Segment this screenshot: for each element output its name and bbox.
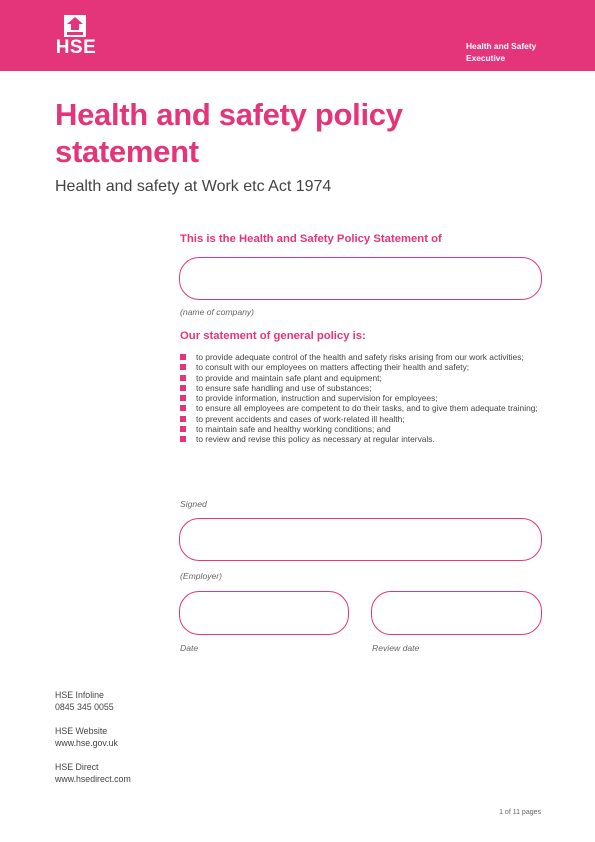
policy-item bbox=[180, 383, 542, 393]
policy-item-text: to ensure safe handling and use of substances; bbox=[196, 382, 372, 393]
contact-value: 0845 345 0055 bbox=[55, 702, 114, 712]
page-indicator: 1 of 11 pages bbox=[499, 809, 541, 816]
contact-label: HSE Infoline bbox=[55, 690, 104, 700]
policy-item bbox=[180, 424, 542, 434]
policy-item-text: to prevent accidents and cases of work-related ill health; bbox=[196, 413, 405, 424]
bullet-square-icon bbox=[180, 375, 186, 381]
bullet-square-icon bbox=[180, 436, 186, 442]
contact-value[interactable]: www.hse.gov.uk bbox=[55, 738, 118, 748]
hse-logo-text: HSE bbox=[55, 37, 97, 58]
contact-website bbox=[55, 725, 118, 749]
policy-item bbox=[180, 373, 542, 383]
header-banner bbox=[0, 0, 595, 71]
contact-direct bbox=[55, 761, 131, 785]
employer-caption: (Employer) bbox=[180, 571, 223, 581]
policy-item bbox=[180, 362, 542, 372]
document-title bbox=[55, 96, 475, 170]
date-caption: Date bbox=[180, 643, 199, 653]
bullet-square-icon bbox=[180, 385, 186, 391]
policy-item-text: to maintain safe and healthy working conditions; and bbox=[196, 424, 391, 435]
bullet-square-icon bbox=[180, 416, 186, 422]
policy-item bbox=[180, 393, 542, 403]
bullet-square-icon bbox=[180, 395, 186, 401]
policy-heading: Our statement of general policy is: bbox=[180, 330, 366, 342]
bullet-square-icon bbox=[180, 405, 186, 411]
policy-item bbox=[180, 434, 542, 444]
bullet-square-icon bbox=[180, 354, 186, 360]
hse-logo-icon bbox=[64, 15, 86, 37]
company-name-field[interactable] bbox=[179, 257, 542, 300]
review-date-field[interactable] bbox=[371, 591, 542, 635]
document-subtitle: Health and safety at Work etc Act 1974 bbox=[55, 178, 332, 195]
executive-line-2: Executive bbox=[466, 53, 506, 63]
hse-logo bbox=[53, 15, 99, 59]
contact-label: HSE Website bbox=[55, 726, 108, 736]
company-heading: This is the Health and Safety Policy Statement of bbox=[180, 233, 442, 245]
executive-line-1: Health and Safety bbox=[466, 41, 537, 51]
bullet-square-icon bbox=[180, 364, 186, 370]
policy-item-text: to provide and maintain safe plant and equipment; bbox=[196, 372, 382, 383]
signed-label: Signed bbox=[180, 499, 207, 509]
policy-item-text: to provide adequate control of the health and safety risks arising from our work activities; bbox=[196, 352, 524, 362]
policy-list bbox=[180, 352, 542, 445]
policy-item bbox=[180, 414, 542, 424]
review-date-caption: Review date bbox=[372, 643, 420, 653]
policy-item-text: to ensure all employees are competent to do their tasks, and to give them adequate training; bbox=[196, 403, 538, 414]
policy-item bbox=[180, 352, 542, 362]
signature-field[interactable] bbox=[179, 518, 542, 561]
contact-label: HSE Direct bbox=[55, 762, 99, 772]
title-line-2: statement bbox=[55, 134, 199, 169]
policy-item-text: to consult with our employees on matters affecting their health and safety; bbox=[196, 362, 470, 373]
contact-value[interactable]: www.hsedirect.com bbox=[55, 774, 131, 784]
policy-item-text: to provide information, instruction and supervision for employees; bbox=[196, 393, 438, 404]
company-name-caption: (name of company) bbox=[180, 307, 255, 317]
bullet-square-icon bbox=[180, 426, 186, 432]
executive-name bbox=[466, 40, 576, 64]
contact-infoline bbox=[55, 689, 114, 713]
date-field[interactable] bbox=[179, 591, 349, 635]
title-line-1: Health and safety policy bbox=[55, 97, 403, 132]
policy-item bbox=[180, 403, 542, 413]
policy-item-text: to review and revise this policy as necessary at regular intervals. bbox=[196, 434, 435, 445]
